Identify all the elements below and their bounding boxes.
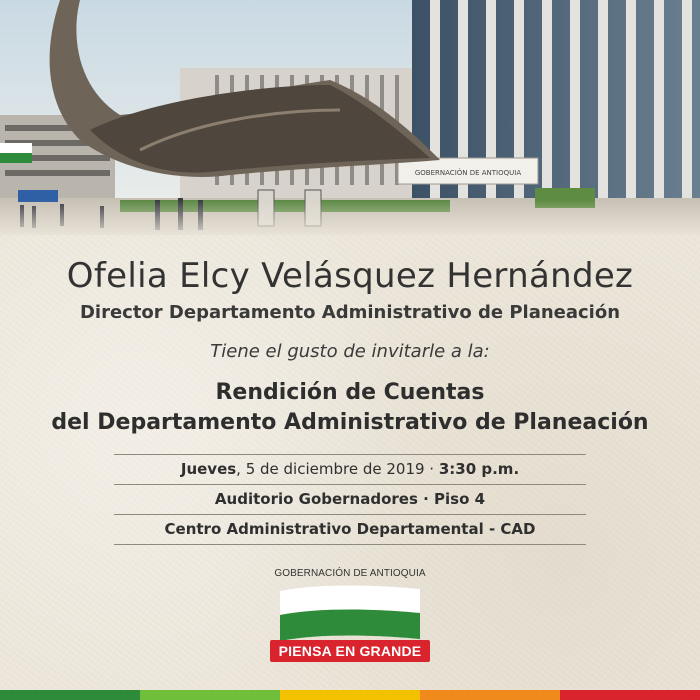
bar-segment bbox=[140, 690, 280, 700]
slogan-badge bbox=[270, 640, 430, 662]
divider bbox=[114, 544, 586, 545]
bottom-color-bar bbox=[0, 690, 700, 700]
logo-org-name: GOBERNACIÓN DE ANTIOQUIA bbox=[274, 568, 426, 579]
invitation-text: Tiene el gusto de invitarle a la: bbox=[210, 341, 490, 362]
photo-fade bbox=[0, 200, 700, 235]
event-title bbox=[0, 378, 700, 438]
host-name: Ofelia Elcy Velásquez Hernández bbox=[66, 256, 634, 296]
building-photo bbox=[0, 0, 700, 235]
bar-segment bbox=[0, 690, 140, 700]
event-title-line2: del Departamento Administrativo de Planeación bbox=[51, 410, 649, 435]
host-role: Director Departamento Administrativo de Planeación bbox=[79, 302, 621, 323]
date-row bbox=[114, 455, 586, 484]
event-title-line1: Rendición de Cuentas bbox=[215, 380, 485, 405]
slogan-text: PIENSA EN GRANDE bbox=[278, 643, 422, 659]
gobernacion-logo bbox=[270, 568, 430, 668]
event-venue: Centro Administrativo Departamental - CAD bbox=[164, 520, 536, 538]
event-details bbox=[114, 454, 586, 545]
event-time: 3:30 p.m. bbox=[438, 460, 520, 478]
event-day: Jueves bbox=[180, 460, 237, 478]
event-place: Auditorio Gobernadores · Piso 4 bbox=[214, 490, 486, 508]
bar-segment bbox=[560, 690, 700, 700]
bar-segment bbox=[280, 690, 420, 700]
antioquia-flag-icon bbox=[280, 583, 420, 645]
event-date: , 5 de diciembre de 2019 · bbox=[236, 460, 439, 478]
bar-segment bbox=[420, 690, 560, 700]
svg-text:GOBERNACIÓN DE ANTIOQUIA: GOBERNACIÓN DE ANTIOQUIA bbox=[414, 169, 522, 177]
